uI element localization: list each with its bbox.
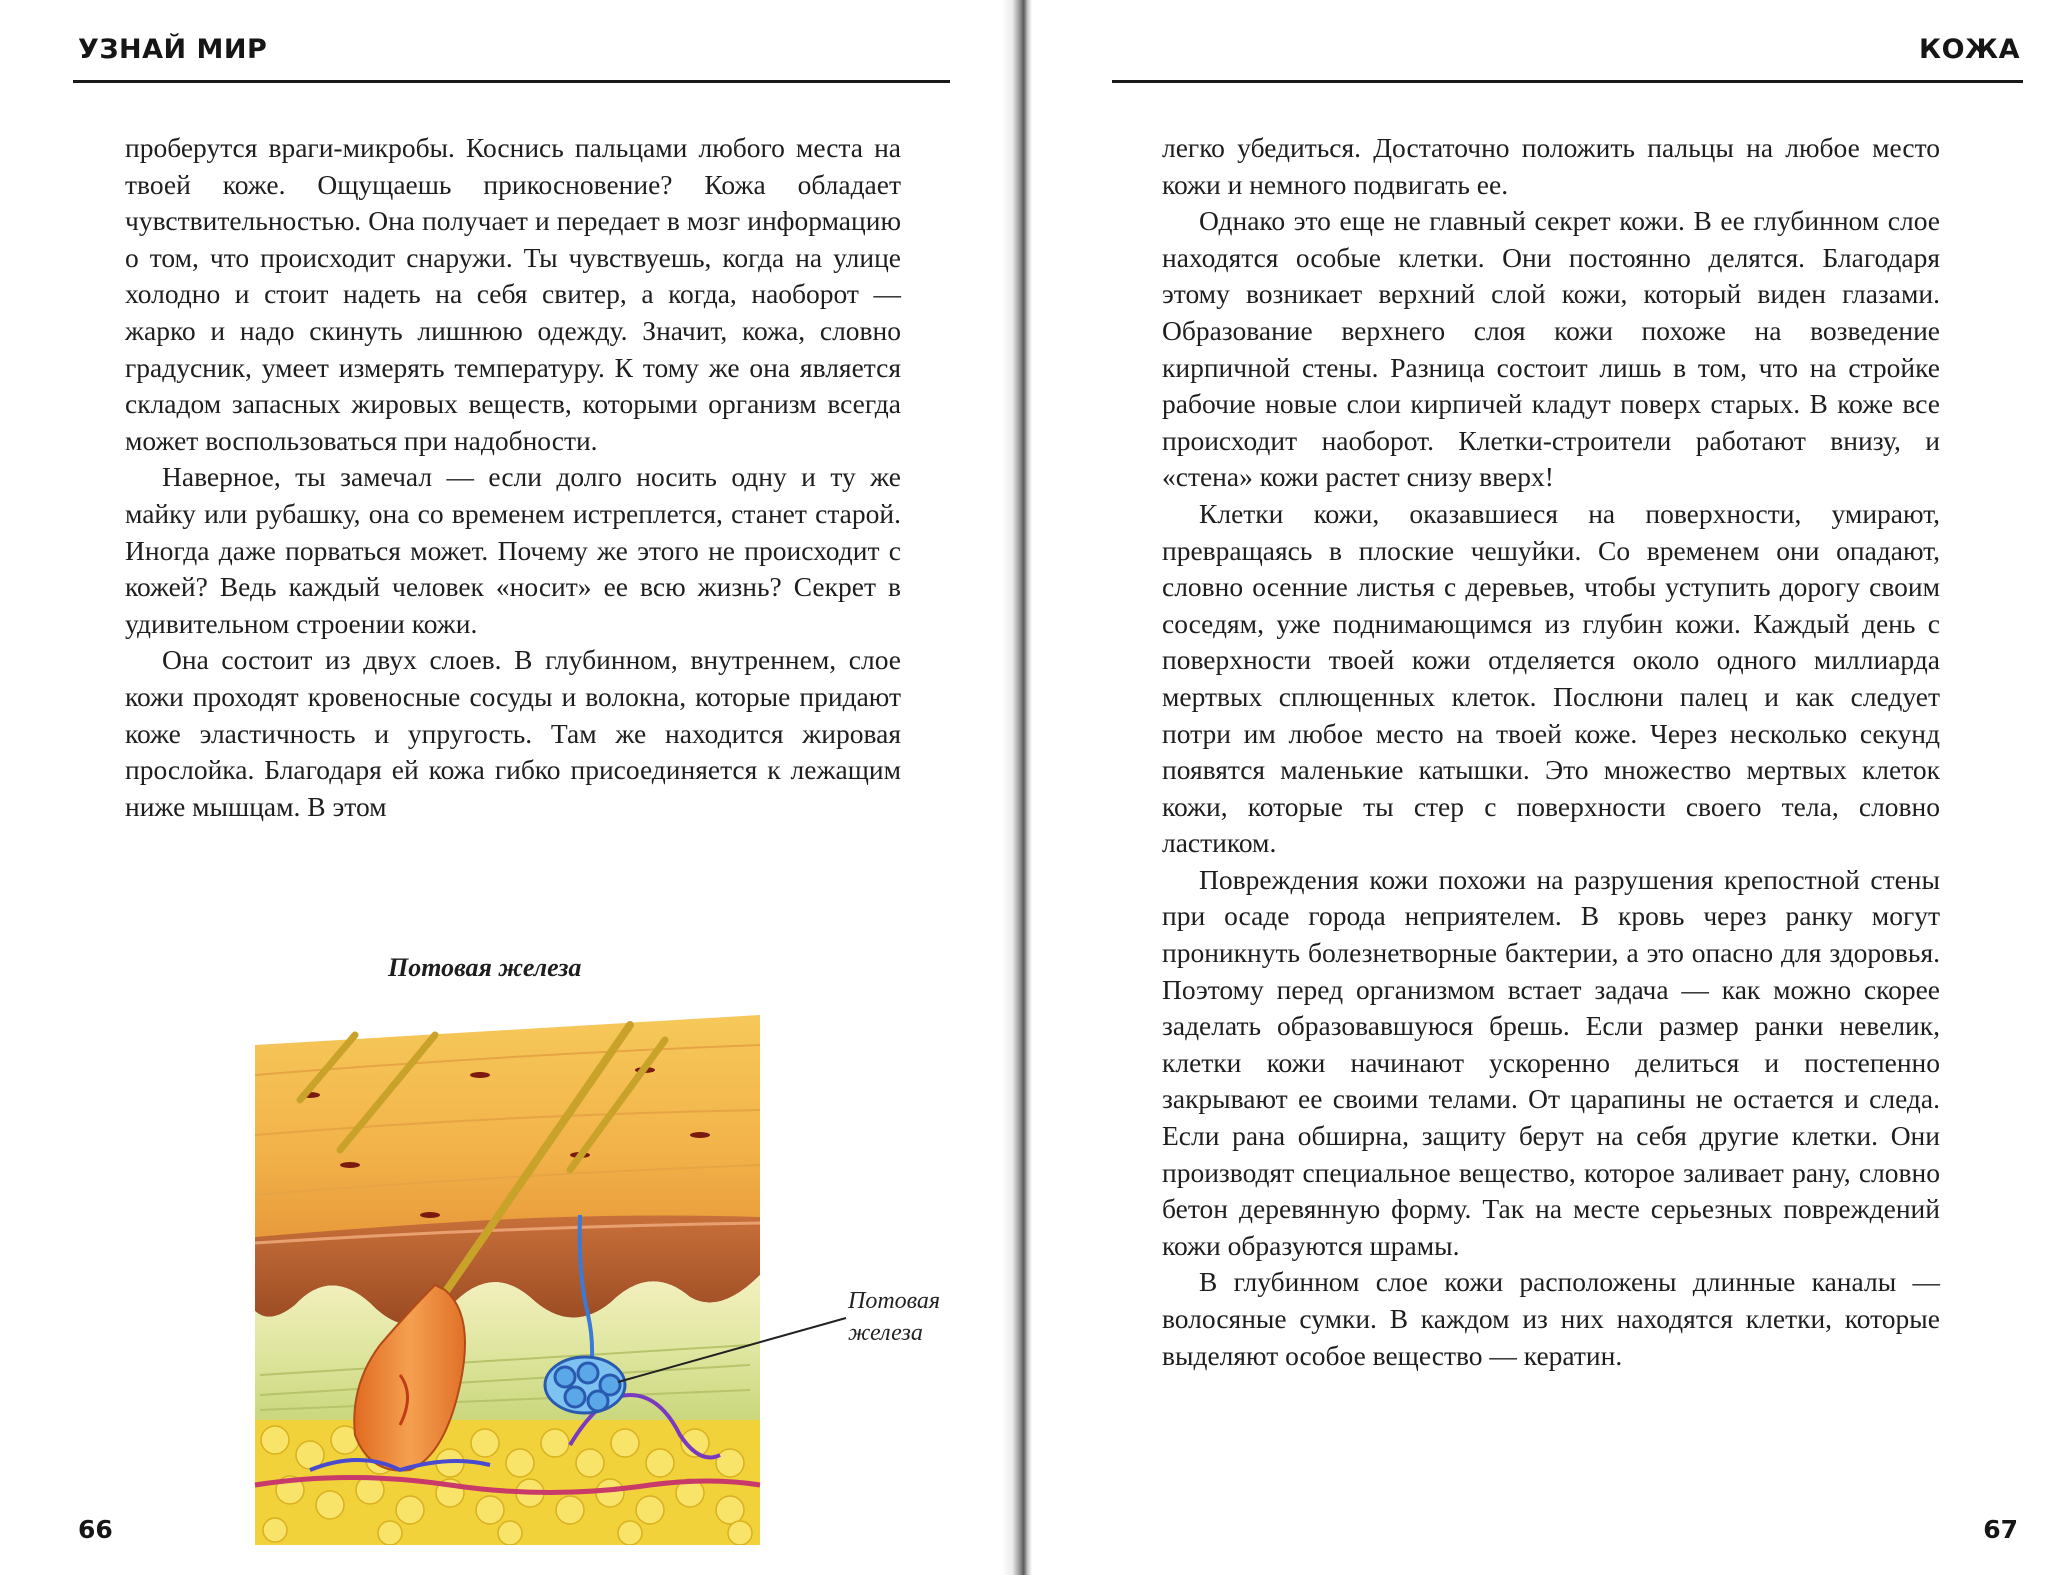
callout-line: Потовая (848, 1288, 941, 1314)
running-head-right: КОЖА (1919, 34, 2020, 65)
paragraph: Наверное, ты замечал — если долго носить одну и ту же майку или рубашку, она со временем истреплется, станет старой. Иногда даже порваться может. Почему же этого не происходит с кожей? Ведь каждый человек «носит» ее всю жизнь? Секрет в удивительном строении кожи. (125, 461, 901, 639)
paragraph: Клетки кожи, оказавшиеся на поверхности, умирают, превращаясь в плоские чешуйки. Со временем они опадают, словно осенние листья с деревьев, чтобы уступить дорогу своим соседям, уже поднимающимся из глубин кожи. Каждый день с поверхности твоей кожи отделяется около одного миллиарда мертвых сплющенных клеток. Послюни палец и как следует потри им любое место на твоей коже. Через несколько секунд появятся маленькие катышки. Это множество мертвых клеток кожи, которые ты стер с поверхности своего тела, словно ластиком. (1162, 497, 1940, 859)
figure-callout-label (848, 1285, 940, 1349)
paragraph: проберутся враги-микробы. Коснись пальцами любого места на твоей коже. Ощущаешь прикосновение? Кожа обладает чувствительностью. Она получает и передает в мозг информацию о том, что происходит снаружи. Ты чувствуешь, когда на улице холодно и стоит надеть на себя свитер, а когда, наоборот — жарко и надо скинуть лишнюю одежду. Значит, кожа, словно градусник, умеет измерять температуру. К тому же она является складом запасных жировых веществ, которыми организм всегда может воспользоваться при надобности. (125, 132, 901, 456)
paragraph: В глубинном слое кожи расположены длинные каналы — волосяные сумки. В каждом из них находятся клетки, которые выделяют особое вещество — кератин. (1162, 1266, 1940, 1371)
paragraph: Она состоит из двух слоев. В глубинном, внутреннем, слое кожи проходят кровеносные сосуды и волокна, которые придают коже эластичность и упругость. Там же находится жировая прослойка. Благодаря ей кожа гибко присоединяется к лежащим ниже мышцам. В этом (125, 644, 901, 822)
page-number-left: 66 (78, 1515, 113, 1544)
callout-line: железа (848, 1320, 923, 1346)
paragraph: Повреждения кожи похожи на разрушения крепостной стены при осаде города неприятелем. В кровь через ранку могут проникнуть болезнетворные бактерии, а это опасно для здоровья. Поэтому перед организмом встает задача — как можно скорее заделать образовавшуюся брешь. Если размер ранки невелик, клетки кожи начинают ускоренно делиться и постепенно закрывают ее своими телами. От царапины не остается и следа. Если рана обширна, защиту берут на себя другие клетки. Они производят специальное вещество, которое заливает рану, словно бетон деревянную форму. Так на месте серьезных повреждений кожи образуются шрамы. (1162, 863, 1940, 1261)
figure-title: Потовая железа (388, 953, 582, 982)
header-rule-right (1112, 80, 2023, 83)
paragraph: Однако это еще не главный секрет кожи. В ее глубинном слое находятся особые клетки. Они постоянно делятся. Благодаря этому возникает верхний слой кожи, который виден глазами. Образование верхнего слоя кожи похоже на возведение кирпичной стены. Разница состоит лишь в том, что на стройке рабочие новые слои кирпичей кладут поверх старых. В коже все происходит наоборот. Клетки-строители работают внизу, и «стена» кожи растет снизу вверх! (1162, 205, 1940, 493)
body-text-right (1162, 130, 1940, 1374)
page-number-right: 67 (1983, 1515, 2018, 1544)
header-rule-left (73, 80, 950, 83)
running-head-left: УЗНАЙ МИР (78, 34, 268, 65)
paragraph: легко убедиться. Достаточно положить пальцы на любое место кожи и немного подвигать ее. (1162, 132, 1940, 200)
left-page (0, 0, 1012, 1575)
book-gutter (1002, 0, 1032, 1575)
right-page (1032, 0, 2048, 1575)
body-text-left (125, 130, 901, 825)
skin-cross-section-illustration (250, 1015, 765, 1545)
